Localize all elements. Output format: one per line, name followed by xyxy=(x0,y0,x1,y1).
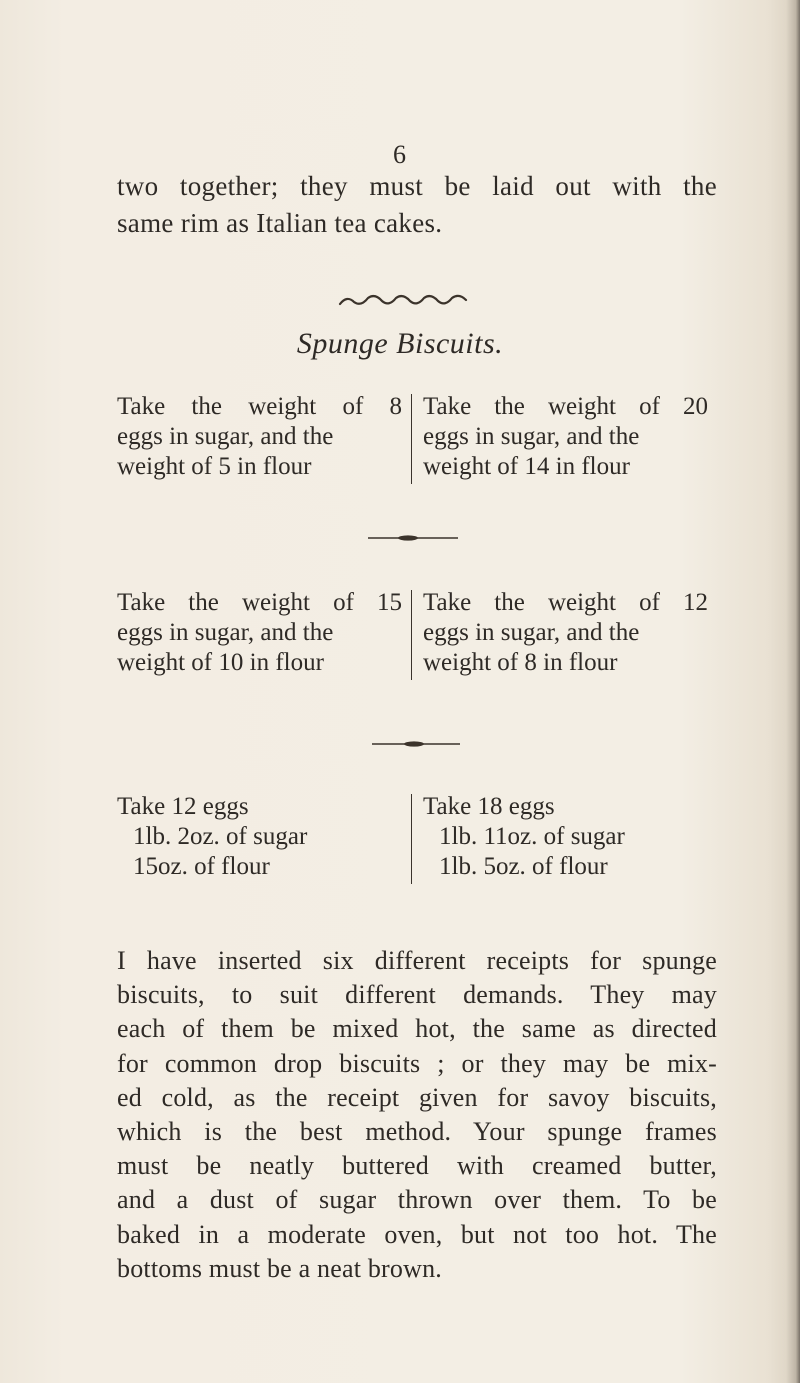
recipe-line: eggs in sugar, and the xyxy=(423,423,640,450)
body-line: bottoms must be a neat brown. xyxy=(117,1253,442,1283)
recipe-line: weight of 5 in flour xyxy=(117,453,312,480)
body-line: for common drop biscuits ; or they may be mix- xyxy=(117,1048,717,1078)
recipe-line: Take the weight of 12 xyxy=(423,589,708,616)
body-line: and a dust of sugar thrown over them. To be xyxy=(117,1185,717,1215)
recipe-line: Take the weight of 20 xyxy=(423,393,708,420)
column-divider xyxy=(411,590,412,680)
recipe-line: Take the weight of 8 xyxy=(117,393,402,420)
recipe-line: eggs in sugar, and the xyxy=(423,619,640,646)
recipe-line: 1lb. 5oz. of flour xyxy=(439,853,608,880)
page-edge-shadow xyxy=(786,0,800,1383)
body-line: I have inserted six different receipts for spunge xyxy=(117,946,717,975)
recipe-left xyxy=(117,392,402,482)
body-paragraph xyxy=(117,944,717,1286)
recipe-line: eggs in sugar, and the xyxy=(117,423,334,450)
recipe-line: Take 12 eggs xyxy=(117,793,249,820)
body-line: biscuits, to suit different demands. They may xyxy=(117,980,717,1010)
recipe-row xyxy=(117,392,717,484)
body-line: baked in a moderate oven, but not too hot. The xyxy=(117,1219,717,1249)
recipe-right xyxy=(423,792,708,882)
body-line: each of them be mixed hot, the same as directed xyxy=(117,1014,717,1044)
column-divider xyxy=(411,794,412,884)
intro-line: two together; they must be laid out with the xyxy=(117,171,717,201)
recipe-line: Take the weight of 15 xyxy=(117,589,402,616)
recipe-line: 1lb. 11oz. of sugar xyxy=(439,823,625,850)
recipe-left xyxy=(117,792,402,882)
recipe-right xyxy=(423,588,708,678)
recipe-line: weight of 8 in flour xyxy=(423,649,618,676)
recipe-line: 15oz. of flour xyxy=(133,853,270,880)
section-title: Spunge Biscuits. xyxy=(296,327,504,360)
column-divider xyxy=(411,394,412,484)
wave-ornament-icon xyxy=(338,292,468,310)
recipe-row xyxy=(117,588,717,680)
body-line: which is the best method. Your spunge frames xyxy=(117,1117,717,1147)
decorative-rule-icon xyxy=(368,535,458,541)
decorative-rule-icon xyxy=(372,741,460,747)
body-line: ed cold, as the receipt given for savoy biscuits, xyxy=(117,1082,717,1112)
intro-line: same rim as Italian tea cakes. xyxy=(117,208,443,238)
recipe-right xyxy=(423,392,708,482)
recipe-row xyxy=(117,792,717,884)
recipe-line: Take 18 eggs xyxy=(423,793,555,820)
page-number: 6 xyxy=(393,140,407,169)
recipe-line: weight of 14 in flour xyxy=(423,453,630,480)
recipe-left xyxy=(117,588,402,678)
body-line: must be neatly buttered with creamed butter, xyxy=(117,1151,717,1181)
recipe-line: weight of 10 in flour xyxy=(117,649,324,676)
recipe-line: 1lb. 2oz. of sugar xyxy=(133,823,308,850)
recipe-line: eggs in sugar, and the xyxy=(117,619,334,646)
intro-paragraph xyxy=(117,168,717,242)
